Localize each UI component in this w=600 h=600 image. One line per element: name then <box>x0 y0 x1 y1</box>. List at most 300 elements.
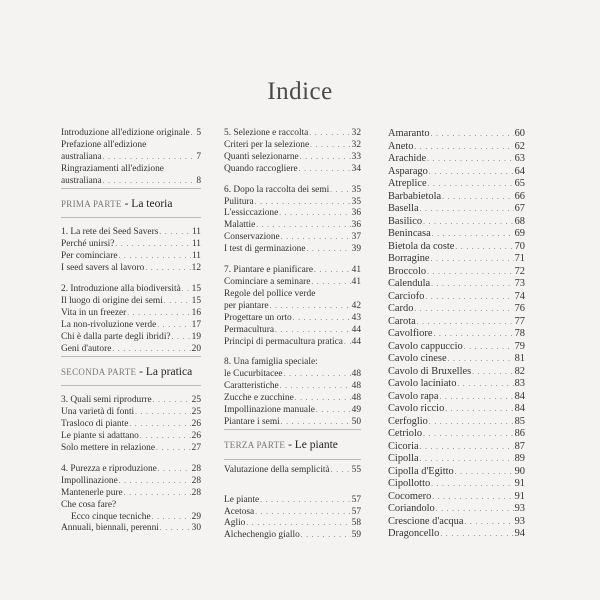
toc-page-number: 77 <box>514 315 525 327</box>
toc-entry[interactable] <box>61 176 201 188</box>
toc-entry-title: Cavolfiore <box>388 328 433 339</box>
toc-entry-title: 6. Dopo la raccolta dei semi <box>224 184 330 195</box>
toc-page-number: 93 <box>514 515 525 527</box>
dot-leader <box>432 228 514 241</box>
toc-entry[interactable] <box>388 503 525 516</box>
toc-entry-title: australiana <box>61 151 102 162</box>
toc-page-number: 11 <box>191 251 201 262</box>
toc-entry[interactable] <box>388 153 525 166</box>
toc-entry-title: Introduzione all'edizione originale <box>61 128 190 138</box>
dot-leader <box>432 491 513 504</box>
toc-entry-title: per piantare <box>224 300 269 311</box>
toc-page-number: 76 <box>514 303 525 314</box>
toc-entry[interactable] <box>61 332 201 344</box>
toc-entry[interactable] <box>61 263 201 275</box>
toc-entry[interactable] <box>388 216 525 229</box>
toc-entry-title: Solo mettere in relazione <box>61 443 155 454</box>
toc-entry[interactable] <box>224 208 361 220</box>
toc-entry[interactable] <box>224 507 361 519</box>
section-divider <box>224 429 361 430</box>
toc-entry-title: Valutazione della semplicità <box>224 464 330 475</box>
dot-leader <box>164 296 191 308</box>
toc-page-number: 11 <box>191 227 201 238</box>
toc-entry[interactable] <box>224 325 361 337</box>
toc-entry-title: 7. Piantare e pianificare <box>224 265 314 276</box>
toc-page-number: 25 <box>191 395 201 406</box>
toc-entry-title: Trasloco di piante <box>61 419 129 430</box>
toc-entry-text: 8. Una famiglia speciale: <box>224 357 318 368</box>
spacer <box>224 486 361 495</box>
toc-page-number: 36 <box>351 208 361 219</box>
dot-leader <box>191 128 196 140</box>
toc-entry[interactable] <box>388 253 525 266</box>
dot-leader <box>414 141 513 154</box>
toc-entry[interactable] <box>224 337 361 349</box>
toc-entry[interactable] <box>388 191 525 204</box>
toc-entry-title: Atreplice <box>388 178 427 189</box>
toc-page-number: 74 <box>514 290 525 302</box>
toc-entry[interactable] <box>388 278 525 291</box>
dot-leader <box>301 530 351 542</box>
toc-entry-title: Vita in un freezer <box>61 307 127 318</box>
dot-leader <box>157 320 190 332</box>
toc-entry[interactable] <box>224 301 361 313</box>
toc-entry-title: Le piante <box>224 494 260 505</box>
toc-entry-title: Cavolo cinese <box>388 353 447 364</box>
toc-entry[interactable] <box>61 284 201 296</box>
toc-entry[interactable] <box>388 341 525 354</box>
toc-entry[interactable] <box>224 381 361 393</box>
dot-leader <box>464 341 514 354</box>
toc-entry[interactable] <box>388 241 525 254</box>
dot-leader <box>299 164 351 176</box>
spacer <box>61 275 201 284</box>
dot-leader <box>417 316 514 329</box>
dot-leader <box>124 488 191 500</box>
toc-entry[interactable] <box>61 443 201 455</box>
toc-entry-title: Progettare un orto <box>224 312 292 323</box>
toc-entry[interactable] <box>224 232 361 244</box>
dot-leader <box>330 185 350 197</box>
toc-entry[interactable] <box>224 197 361 209</box>
dot-leader <box>129 419 190 431</box>
toc-entry[interactable] <box>388 303 525 316</box>
toc-entry-title: Coriandolo <box>388 503 435 514</box>
dot-leader <box>118 251 190 263</box>
toc-entry-text: Regole del pollice verde <box>224 288 316 299</box>
toc-page-number: 84 <box>514 390 525 402</box>
toc-page-number: 71 <box>514 253 525 264</box>
dot-leader <box>103 176 196 188</box>
toc-page-number: 32 <box>351 139 361 150</box>
toc-entry[interactable] <box>61 431 201 443</box>
dot-leader <box>431 128 514 141</box>
toc-entry-title: Crescione d'acqua <box>388 515 464 527</box>
dot-leader <box>440 391 514 404</box>
toc-page-number: 42 <box>351 300 361 311</box>
toc-page-number: 48 <box>351 369 361 380</box>
toc-entry-title: Il luogo di origine dei semi <box>61 295 163 306</box>
toc-entry[interactable] <box>224 185 361 197</box>
toc-entry-title: Amaranto <box>388 128 430 139</box>
toc-entry-title: Barbabietola <box>388 190 442 202</box>
toc-page-number: 8 <box>196 175 201 186</box>
toc-page-number: 89 <box>514 453 525 464</box>
part-label: PRIMA PARTE <box>61 198 122 209</box>
toc-page-number: 16 <box>191 307 201 318</box>
toc-entry-title: Cerfoglio <box>388 415 428 427</box>
toc-page-number: 69 <box>514 228 525 239</box>
toc-entry-title: Malattie <box>224 220 256 231</box>
dot-leader <box>275 325 351 337</box>
dot-leader <box>158 464 191 476</box>
toc-page-number: 25 <box>191 407 201 418</box>
toc-entry[interactable] <box>61 476 201 488</box>
dot-leader <box>420 203 514 216</box>
dot-leader <box>145 263 190 275</box>
toc-entry-title: Benincasa <box>388 228 431 239</box>
toc-page-number: 17 <box>191 319 201 330</box>
toc-page-number: 55 <box>351 464 361 475</box>
toc-page-number: 44 <box>351 336 361 347</box>
dot-leader <box>316 405 351 417</box>
toc-entry[interactable] <box>224 152 361 164</box>
toc-entry-title: Cocomero <box>388 490 432 502</box>
toc-entry-title: Cetriolo <box>388 428 423 439</box>
toc-entry[interactable] <box>61 239 201 251</box>
toc-page-number: 37 <box>351 232 361 243</box>
toc-entry-title: Piantare i semi <box>224 416 280 427</box>
toc-entry-title: Cavolo rapa <box>388 390 439 402</box>
spacer <box>224 256 361 265</box>
spacer <box>61 218 201 227</box>
toc-page-number: 79 <box>514 340 525 352</box>
toc-page-number: 85 <box>514 415 525 427</box>
dot-leader <box>255 507 350 519</box>
dot-leader <box>455 466 514 479</box>
toc-entry[interactable] <box>388 416 525 429</box>
toc-entry-title: Cipolla d'Egitto <box>388 465 454 477</box>
toc-entry[interactable] <box>61 395 201 407</box>
part-label: SECONDA PARTE <box>61 366 137 377</box>
toc-entry[interactable] <box>224 128 361 140</box>
toc-page-number: 78 <box>514 328 525 339</box>
dot-leader <box>423 428 514 441</box>
toc-entry-text: Che cosa fare? <box>61 499 117 510</box>
toc-page-number: 35 <box>351 184 361 195</box>
dot-leader <box>428 178 514 191</box>
toc-page-number: 67 <box>514 203 525 214</box>
part-name: La teoria <box>131 197 173 210</box>
dot-leader <box>115 239 191 251</box>
toc-entry-title: Per cominciare <box>61 251 118 262</box>
part-name: Le piante <box>294 438 338 451</box>
toc-entry[interactable] <box>388 453 525 466</box>
toc-entry[interactable] <box>388 203 525 216</box>
toc-entry[interactable] <box>388 353 525 366</box>
toc-page-number: 57 <box>351 506 361 517</box>
dot-leader <box>260 495 350 507</box>
toc-page-number: 62 <box>514 140 525 152</box>
toc-entry[interactable] <box>61 419 201 431</box>
dot-leader <box>311 277 350 289</box>
toc-entry[interactable] <box>388 478 525 491</box>
spacer <box>224 176 361 185</box>
dot-leader <box>420 453 514 466</box>
spacer <box>61 455 201 464</box>
toc-entry[interactable] <box>388 266 525 279</box>
toc-entry[interactable] <box>388 316 525 329</box>
toc-page-number: 44 <box>351 324 361 335</box>
toc-entry[interactable] <box>61 407 201 419</box>
dot-leader <box>140 431 191 443</box>
toc-entry[interactable] <box>61 152 201 164</box>
dot-leader <box>127 308 190 320</box>
dot-leader <box>280 381 351 393</box>
toc-page-number: 33 <box>351 151 361 162</box>
toc-page-number: 28 <box>191 487 201 498</box>
dot-leader <box>445 403 513 416</box>
toc-page-number: 83 <box>514 378 525 389</box>
toc-page-number: 82 <box>514 365 525 377</box>
toc-entry-title: Quanti selezionarne <box>224 151 299 162</box>
toc-page-number: 64 <box>514 165 525 177</box>
toc-entry[interactable] <box>61 320 201 332</box>
section-divider <box>61 356 201 357</box>
toc-page-number: 50 <box>351 416 361 427</box>
toc-entry-title: Basella <box>388 203 419 214</box>
toc-entry[interactable] <box>388 403 525 416</box>
dot-leader <box>425 291 513 304</box>
toc-page-number: 26 <box>191 419 201 430</box>
toc-page-number: 15 <box>191 284 201 295</box>
toc-entry[interactable] <box>388 328 525 341</box>
toc-entry[interactable] <box>388 166 525 179</box>
dot-leader <box>331 465 351 477</box>
dot-leader <box>431 278 513 291</box>
toc-page-number: 12 <box>191 263 201 274</box>
toc-entry[interactable] <box>388 228 525 241</box>
toc-entry[interactable] <box>388 178 525 191</box>
toc-entry[interactable] <box>388 128 525 141</box>
dot-leader <box>436 503 514 516</box>
toc-entry[interactable] <box>224 465 361 477</box>
toc-page-number: 81 <box>514 353 525 364</box>
dot-leader <box>442 191 514 204</box>
toc-column-right <box>388 128 525 541</box>
toc-page-number: 70 <box>514 240 525 252</box>
toc-entry-title: Carciofo <box>388 290 425 302</box>
dot-leader <box>160 523 191 535</box>
toc-entry-title: Aneto <box>388 140 414 152</box>
toc-entry-title: le Cucurbitacee <box>224 369 283 380</box>
toc-entry-title: Broccolo <box>388 265 427 277</box>
toc-entry-title: Cavolo riccio <box>388 403 445 414</box>
toc-entry-title: australiana <box>61 175 102 186</box>
toc-entry[interactable] <box>224 244 361 256</box>
toc-page-number: 43 <box>351 312 361 323</box>
toc-page-number: 91 <box>514 490 525 502</box>
toc-entry[interactable] <box>388 291 525 304</box>
toc-entry-title: Dragoncello <box>388 528 440 539</box>
toc-entry-text: Prefazione all'edizione <box>61 139 147 150</box>
toc-entry-title: Una varietà di fonti <box>61 407 135 418</box>
dot-leader <box>152 512 191 524</box>
part-heading <box>224 440 361 453</box>
toc-entry-title: Caratteristiche <box>224 381 279 392</box>
toc-entry-title: Bietola da coste <box>388 240 455 252</box>
part-separator: - <box>285 438 295 451</box>
dot-leader <box>256 220 350 232</box>
toc-entry[interactable] <box>61 251 201 263</box>
toc-entry[interactable] <box>388 528 525 541</box>
toc-entry-title: 2. Introduzione alla biodiversità <box>61 284 181 295</box>
toc-entry[interactable] <box>388 441 525 454</box>
dot-leader <box>431 253 514 266</box>
dot-leader <box>153 395 191 407</box>
toc-entry[interactable] <box>61 227 201 239</box>
toc-page-number: 86 <box>514 428 525 439</box>
toc-entry-title: Borragine <box>388 253 430 264</box>
toc-entry-title: Acetosa <box>224 506 255 517</box>
toc-entry[interactable] <box>224 495 361 507</box>
toc-entry[interactable] <box>224 313 361 325</box>
toc-entry-title: I seed savers al lavoro <box>61 263 145 274</box>
toc-entry-title: Carota <box>388 315 416 327</box>
toc-entry[interactable] <box>61 128 201 140</box>
dot-leader <box>172 332 191 344</box>
toc-page-number: 15 <box>191 295 201 306</box>
dot-leader <box>281 232 351 244</box>
toc-entry[interactable] <box>224 405 361 417</box>
dot-leader <box>464 516 513 529</box>
section-divider <box>61 188 201 189</box>
toc-entry[interactable] <box>224 518 361 530</box>
toc-entry[interactable] <box>61 308 201 320</box>
toc-entry-title: Chi è dalla parte degli ibridi? <box>61 331 171 342</box>
toc-page-number: 48 <box>351 393 361 404</box>
dot-leader <box>246 518 350 530</box>
toc-page-number: 41 <box>351 265 361 276</box>
dot-leader <box>433 328 513 341</box>
toc-entry[interactable] <box>61 488 201 500</box>
toc-entry[interactable] <box>388 491 525 504</box>
toc-page-number: 91 <box>514 478 525 489</box>
toc-entry-title: Alchechengio giallo <box>224 530 300 541</box>
toc-page-number: 60 <box>514 128 525 139</box>
toc-entry-title: Basilico <box>388 215 423 227</box>
toc-entry-title: Perché unirsi? <box>61 239 115 250</box>
toc-page-number: 26 <box>191 431 201 442</box>
toc-entry[interactable] <box>388 366 525 379</box>
dot-leader <box>156 443 191 455</box>
dot-leader <box>314 265 351 277</box>
toc-entry-title: Cavolo laciniato <box>388 378 457 389</box>
toc-entry-title: Cominciare a seminare <box>224 276 311 287</box>
toc-entry[interactable] <box>224 530 361 542</box>
dot-leader <box>448 353 514 366</box>
dot-leader <box>455 241 513 254</box>
toc-entry[interactable] <box>224 265 361 277</box>
dot-leader <box>279 208 350 220</box>
toc-entry[interactable] <box>388 141 525 154</box>
toc-entry[interactable] <box>224 140 361 152</box>
toc-entry[interactable] <box>61 523 201 535</box>
part-separator: - <box>121 197 132 210</box>
toc-page-number: 90 <box>514 465 525 477</box>
toc-entry-title: Cipolla <box>388 453 419 464</box>
toc-page-number: 84 <box>514 403 525 414</box>
toc-entry[interactable] <box>388 391 525 404</box>
toc-page-number: 7 <box>196 151 201 162</box>
toc-page-number: 35 <box>351 196 361 207</box>
toc-entry[interactable] <box>388 378 525 391</box>
toc-entry[interactable] <box>61 344 201 356</box>
dot-leader <box>103 152 196 164</box>
toc-page-number: 34 <box>351 163 361 174</box>
toc-entry-title: Cavolo di Bruxelles <box>388 365 472 377</box>
toc-page-number: 41 <box>351 276 361 287</box>
toc-page-number: 68 <box>514 215 525 227</box>
toc-entry-title: Permacultura <box>224 324 274 335</box>
toc-entry-title: 5. Selezione e raccolta <box>224 128 309 138</box>
toc-page-number: 19 <box>191 331 201 342</box>
dot-leader <box>423 216 514 229</box>
toc-column-middle <box>224 128 361 542</box>
dot-leader <box>309 128 350 140</box>
toc-entry-title: Cavolo cappuccio <box>388 340 463 352</box>
toc-page-number: 59 <box>351 530 361 541</box>
dot-leader <box>429 166 514 179</box>
toc-entry-title: Impollinazione manuale <box>224 405 315 416</box>
dot-leader <box>472 366 513 379</box>
toc-entry-title: Pulitura <box>224 196 254 207</box>
toc-entry[interactable] <box>224 393 361 405</box>
toc-column-left <box>61 128 201 535</box>
toc-entry-title: Calendula <box>388 278 431 289</box>
toc-entry[interactable] <box>224 417 361 429</box>
toc-entry[interactable] <box>224 369 361 381</box>
toc-entry[interactable] <box>224 277 361 289</box>
dot-leader <box>431 478 513 491</box>
toc-entry-title: Quando raccogliere <box>224 163 298 174</box>
toc-page-number: 48 <box>351 381 361 392</box>
toc-page-number: 27 <box>191 443 201 454</box>
toc-entry-title: La non-rivoluzione verde <box>61 319 157 330</box>
toc-entry[interactable] <box>61 464 201 476</box>
dot-leader <box>119 476 191 488</box>
toc-entry[interactable] <box>61 512 201 524</box>
toc-entry[interactable] <box>224 164 361 176</box>
toc-page-number: 32 <box>351 128 361 138</box>
toc-entry-title: Asparago <box>388 165 428 177</box>
toc-entry-title: 3. Quali semi riprodurre <box>61 395 152 406</box>
toc-page-number: 36 <box>351 220 361 231</box>
toc-entry[interactable] <box>388 428 525 441</box>
toc-entry[interactable] <box>61 296 201 308</box>
dot-leader <box>429 416 514 429</box>
part-name: La pratica <box>145 365 193 378</box>
toc-entry-title: Annuali, biennali, perenni <box>61 523 159 534</box>
dot-leader <box>427 153 514 166</box>
part-label: TERZA PARTE <box>224 439 286 450</box>
toc-entry[interactable] <box>388 516 525 529</box>
toc-entry[interactable] <box>224 220 361 232</box>
dot-leader <box>440 528 513 541</box>
toc-entry[interactable] <box>388 466 525 479</box>
toc-page-number: 65 <box>514 178 525 189</box>
dot-leader <box>310 140 351 152</box>
